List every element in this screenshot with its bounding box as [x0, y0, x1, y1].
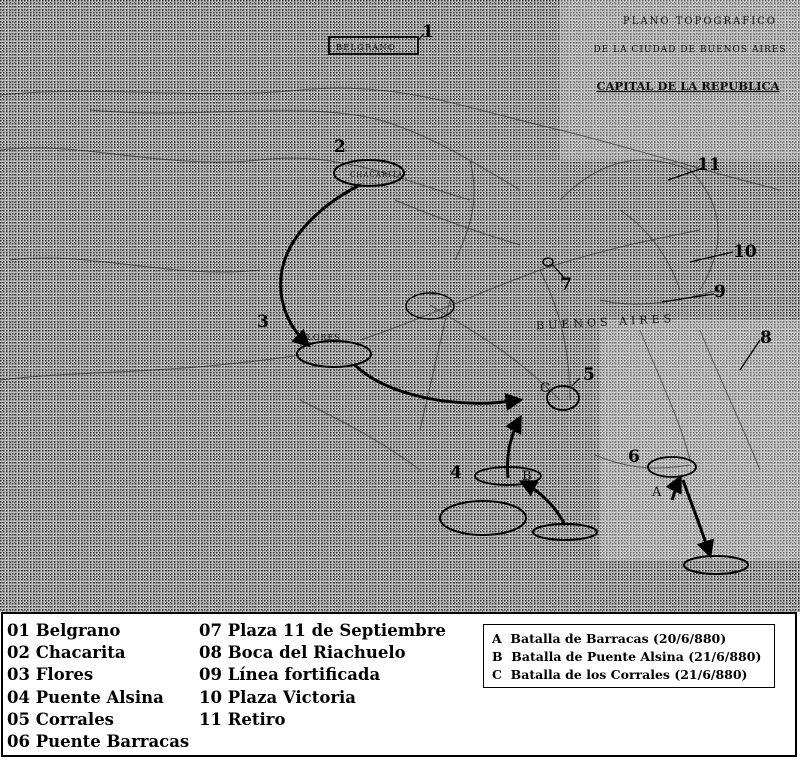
point-number-5: 5 [583, 365, 595, 385]
battle-entry-text: Batalla de Barracas (20/6/880) [510, 631, 727, 646]
battle-entry-b [492, 648, 766, 666]
legend-places-column-1 [7, 620, 189, 753]
sketch-label-belgrano: BELGRANO [336, 43, 396, 53]
map-title-line-3: CAPITAL DE LA REPUBLICA [596, 79, 780, 93]
battles-legend-box [483, 624, 775, 688]
battle-entry-text: Batalla de los Corrales (21/6/880) [510, 667, 748, 682]
battle-entry-letter: B [492, 649, 503, 664]
legend-place-08: 08 Boca del Riachuelo [199, 643, 406, 663]
point-number-6: 6 [628, 447, 640, 467]
sketch-label-flores: FLORES [300, 333, 341, 342]
point-number-4: 4 [450, 463, 462, 483]
battle-entry-a [492, 630, 766, 648]
point-number-3: 3 [257, 312, 269, 332]
legend-place-05: 05 Corrales [7, 709, 114, 729]
battle-entry-c [492, 666, 766, 684]
point-number-1: 1 [422, 22, 434, 42]
map-legend [1, 612, 797, 757]
battle-entry-letter: A [492, 631, 502, 646]
battle-entry-text: Batalla de Puente Alsina (21/6/880) [511, 649, 762, 664]
point-number-7: 7 [560, 275, 572, 295]
legend-place-07: 07 Plaza 11 de Septiembre [199, 621, 446, 640]
battle-letter-b: B [522, 469, 532, 484]
map-title-line-2: DE LA CIUDAD DE BUENOS AIRES [593, 45, 787, 55]
battle-letter-a: A [652, 485, 662, 500]
point-number-11: 11 [697, 155, 721, 175]
legend-place-06: 06 Puente Barracas [7, 732, 190, 752]
point-number-9: 9 [714, 282, 726, 302]
legend-place-11: 11 Retiro [199, 709, 286, 729]
legend-place-04: 04 Puente Alsina [7, 687, 164, 707]
legend-places-column-2 [199, 620, 446, 731]
point-number-2: 2 [334, 137, 346, 157]
map-title-line-1: PLANO TOPOGRAFICO [623, 16, 777, 27]
point-number-8: 8 [760, 328, 772, 348]
legend-place-01: 01 Belgrano [7, 621, 121, 640]
sketch-label-chacarita: CHACARITA [350, 171, 404, 179]
legend-place-09: 09 Línea fortificada [199, 665, 381, 685]
sketch-label-buenos-aires: BUENOS AIRES [535, 312, 676, 333]
battle-letter-c: C [540, 381, 550, 396]
legend-place-10: 10 Plaza Victoria [199, 687, 356, 707]
point-number-10: 10 [733, 242, 757, 262]
legend-place-02: 02 Chacarita [7, 643, 126, 663]
battle-entry-letter: C [492, 667, 502, 682]
legend-place-03: 03 Flores [7, 665, 94, 685]
